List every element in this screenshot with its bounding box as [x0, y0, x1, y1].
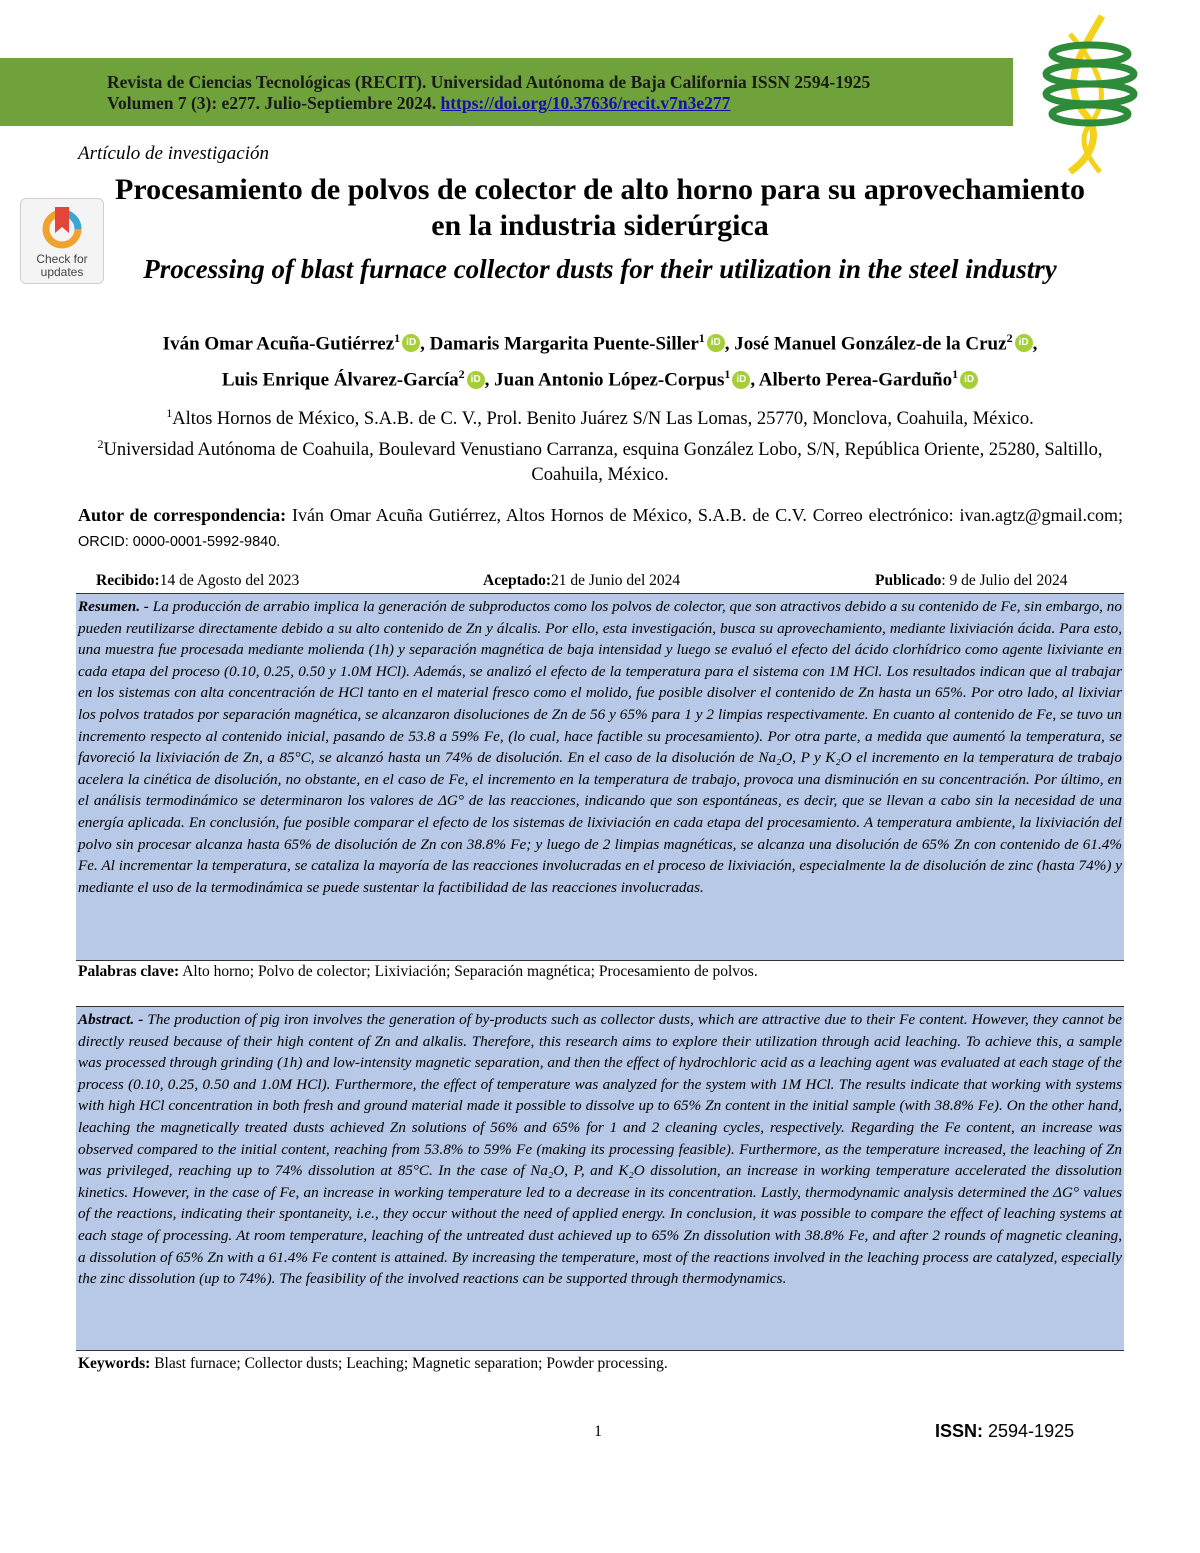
author-affiliation-mark: 2	[1006, 331, 1013, 345]
abstract-box	[76, 1006, 1124, 1351]
issn-label: ISSN:	[935, 1421, 984, 1441]
keywords	[78, 1355, 1123, 1373]
affiliation-number: 1	[166, 406, 173, 420]
article-type: Artículo de investigación	[78, 143, 270, 164]
affiliation-1	[60, 401, 1140, 432]
resumen-text: La producción de arrabio implica la generación de subproductos como los polvos de colector, que son atractivos debido a su contenido de Fe, sin embargo, no pueden reutilizarse directamente debido a su alto contenido de Zn y álcalis. Por ello, esta investigación, busca su aprovechamiento, mediante lixiviación ácida. Para esto, una muestra fue procesada mediante molienda (1h) y separación magnética de baja intensidad y luego se evaluó el efecto del ácido clorhídrico como agente lixiviante en cada etapa del proceso (0.10, 0.25, 0.50 y 1.0M HCl). Además, se analizó el efecto de la temperatura para el sistema con 1M HCl. Los resultados indican que al trabajar en los sistemas con alta concentración de HCl tanto en el material fresco como el molido, fue posible disolver el contenido de Zn hasta un 65%. Por otro lado, al lixiviar los polvos tratados por separación magnética, se alcanzaron disoluciones de Zn de 56 y 65% para 1 y 2 limpias respectivamente. En cuanto al contenido de Fe, se tuvo un incremento respecto al contenido inicial, pasando de 53.8 a 59% Fe, (lo cual, hace factible su procesamiento). Por otra parte, a medida que aumentó la temperatura, se favoreció la lixiviación de Zn, a 85°C, se alcanzó hasta un 74% de disolución. En el caso de la disolución de Na₂O, P y K₂O el incremento en la temperatura de trabajo acelera la cinética de disolución, no obstante, en el caso de Fe, el incremento en la temperatura de trabajo, provoca una disminución en su concentración. Por último, en el análisis termodinámico se determinaron los valores de ΔG° de las reacciones, indicando que son espontáneas, es decir, que se llevan a cabo sin la necesidad de una energía aplicada. En conclusión, fue posible comparar el efecto de los sistemas de lixiviación en cada etapa del procesamiento. A temperatura ambiente, la lixiviación del polvo sin procesar alcanza hasta 65% de disolución de Zn con 38.8% Fe; y luego de 2 limpias magnéticas, se alcanza una disolución de 65% Zn con contenido de 61.4% Fe. Al incrementar la temperatura, se cataliza la mayoría de las reacciones involucradas en el proceso de lixiviación, especialmente la de disolución de zinc (hasta 74%) y mediante el uso de la termodinámica se puede sustentar la factibilidad de las reacciones involucradas.	[78, 598, 1122, 896]
abstract-text: The production of pig iron involves the generation of by-products such as collector dusts, which are attractive due to their Fe content. However, they cannot be directly reused because of their high content of Zn and alkalis. Therefore, this research aims to explore their utilization through acid leaching. To achieve this, a sample was processed through grinding (1h) and low-intensity magnetic separation, and then the effect of hydrochloric acid as a leaching agent was evaluated at each stage of the process (0.10, 0.25, 0.50 and 1.0M HCl). Furthermore, the effect of temperature was analyzed for the system with 1M HCl. The results indicate that working with systems with high HCl concentration in both fresh and ground material made it possible to dissolve up to 65% Zn content in the initial sample (with 38.8% Fe). On the other hand, leaching the magnetically treated dusts achieved Zn solutions of 56% and 65% for 1 and 2 cleaning cycles, respectively. Regarding the Fe content, an increase was observed compared to the initial content, reaching from 53.8% to 59% Fe (making its processing feasible). Furthermore, as the temperature increased, the leaching of Zn was privileged, reaching up to 74% dissolution at 85°C. In the case of Na₂O, P, and K₂O dissolution, an increase in working temperature accelerated the dissolution kinetics. However, in the case of Fe, an increase in working temperature led to a decrease in its concentration. Lastly, thermodynamic analysis determined the ΔG° values of the reactions, indicating their spontaneity, i.e., they occur without the need of applied energy. In conclusion, it was possible to compare the effect of leaching systems at each stage of processing. At room temperature, leaching of the untreated dust achieved up to 65% Zn dissolution with 38.8% Fe, and after 2 rounds of magnetic cleaning, a dissolution of 65% Zn with a 61.4% Fe content is attained. By increasing the temperature, most of the reactions involved in the leaching process are catalyzed, especially the zinc dissolution (up to 74%). The feasibility of the involved reactions can be supported through thermodynamics.	[78, 1011, 1122, 1288]
author-affiliation-mark: 1	[698, 331, 705, 345]
affiliations	[60, 401, 1140, 488]
palabras-clave-text: Alto horno; Polvo de colector; Lixiviación; Separación magnética; Procesamiento de polvos.	[179, 963, 758, 980]
check-updates-label-line2: updates	[40, 265, 84, 279]
check-updates-label-line1: Check for	[36, 252, 88, 266]
palabras-clave-label: Palabras clave:	[78, 963, 180, 980]
accepted-label: Aceptado:	[483, 572, 552, 589]
published-value: : 9 de Julio del 2024	[941, 572, 1068, 589]
orcid-icon[interactable]: iD	[1015, 334, 1033, 352]
affiliation-text: Altos Hornos de México, S.A.B. de C. V., Prol. Benito Juárez S/N Las Lomas, 25770, Monclova, Coahuila, México.	[172, 409, 1034, 430]
orcid-icon[interactable]: iD	[960, 371, 978, 389]
published-date	[875, 572, 1068, 590]
resumen-label: Resumen. -	[78, 598, 149, 615]
affiliation-number: 2	[97, 437, 104, 452]
correspondence-text: Iván Omar Acuña Gutiérrez, Altos Hornos de México, S.A.B. de C.V. Correo electrónico: ivan.agtz@gmail.com;	[286, 505, 1123, 525]
author-affiliation-mark: 2	[458, 367, 465, 382]
keywords-text: Blast furnace; Collector dusts; Leaching; Magnetic separation; Powder processing.	[150, 1355, 668, 1372]
accepted-date	[483, 572, 681, 590]
journal-citation-line1: Revista de Ciencias Tecnológicas (RECIT). Universidad Autónoma de Baja California ISSN 2594-1925	[107, 72, 871, 92]
affiliation-text: Universidad Autónoma de Coahuila, Boulevard Venustiano Carranza, esquina González Lobo, S/N, República Oriente, 25280, Saltillo, Coahuila, México.	[103, 440, 1103, 486]
author-affiliation-mark: 1	[952, 367, 959, 382]
published-label: Publicado	[875, 572, 942, 589]
correspondence-orcid: ORCID: 0000-0001-5992-9840.	[78, 534, 281, 550]
journal-logo	[1040, 14, 1140, 174]
volume-info: Volumen 7 (3): e277. Julio-Septiembre 2024.	[107, 93, 441, 113]
author-name: Damaris Margarita Puente-Siller	[429, 333, 699, 355]
issn-value: 2594-1925	[983, 1421, 1075, 1441]
abstract-label: Abstract. -	[78, 1011, 144, 1028]
keywords-label: Keywords:	[78, 1355, 151, 1372]
author-name: Luis Enrique Álvarez-García	[221, 369, 459, 391]
correspondence-label: Autor de correspondencia:	[78, 505, 287, 525]
affiliation-2	[60, 432, 1140, 488]
author-name: Juan Antonio López-Corpus	[494, 369, 725, 391]
title-spanish: Procesamiento de polvos de colector de alto horno para su aprovechamiento en la industria siderúrgica	[115, 173, 1085, 242]
author-list: Iván Omar Acuña-Gutiérrez$^1$ iD , Damaris Margarita Puente-Siller$^1$ iD , José Manuel González-de la Cruz$^2$ iD , Luis Enrique Álvarez-García$^2$ iD , Juan Antonio López-Corpus$^1$ iD , Alberto Perea-Garduño$^1$ iD	[162, 331, 1038, 391]
author-affiliation-mark: 1	[394, 331, 401, 345]
received-value: 14 de Agosto del 2023	[159, 572, 300, 589]
received-label: Recibido:	[96, 572, 160, 589]
doi-link[interactable]: https://doi.org/10.37636/recit.v7n3e277	[440, 93, 731, 113]
issn-footer	[935, 1421, 1074, 1442]
accepted-value: 21 de Junio del 2024	[551, 572, 681, 589]
journal-header-band	[0, 58, 1013, 126]
orcid-icon[interactable]: iD	[467, 371, 485, 389]
orcid-icon[interactable]: iD	[707, 334, 725, 352]
orcid-icon[interactable]: iD	[402, 334, 420, 352]
article-dates	[78, 572, 1123, 592]
resumen-box	[76, 593, 1124, 961]
author-name: Iván Omar Acuña-Gutiérrez	[162, 333, 395, 355]
check-updates-icon	[42, 205, 82, 251]
received-date	[96, 572, 300, 590]
palabras-clave	[78, 963, 1123, 981]
author-affiliation-mark: 1	[724, 367, 731, 382]
journal-citation-line2	[107, 93, 730, 114]
page-number: 1	[594, 1423, 602, 1440]
title-english: Processing of blast furnace collector dusts for their utilization in the steel industry	[143, 254, 1057, 284]
author-name: José Manuel González-de la Cruz	[734, 333, 1007, 355]
author-name: Alberto Perea-Garduño	[758, 369, 953, 391]
correspondence-author	[78, 503, 1123, 555]
orcid-icon[interactable]: iD	[732, 371, 750, 389]
check-for-updates-badge[interactable]	[20, 198, 104, 284]
